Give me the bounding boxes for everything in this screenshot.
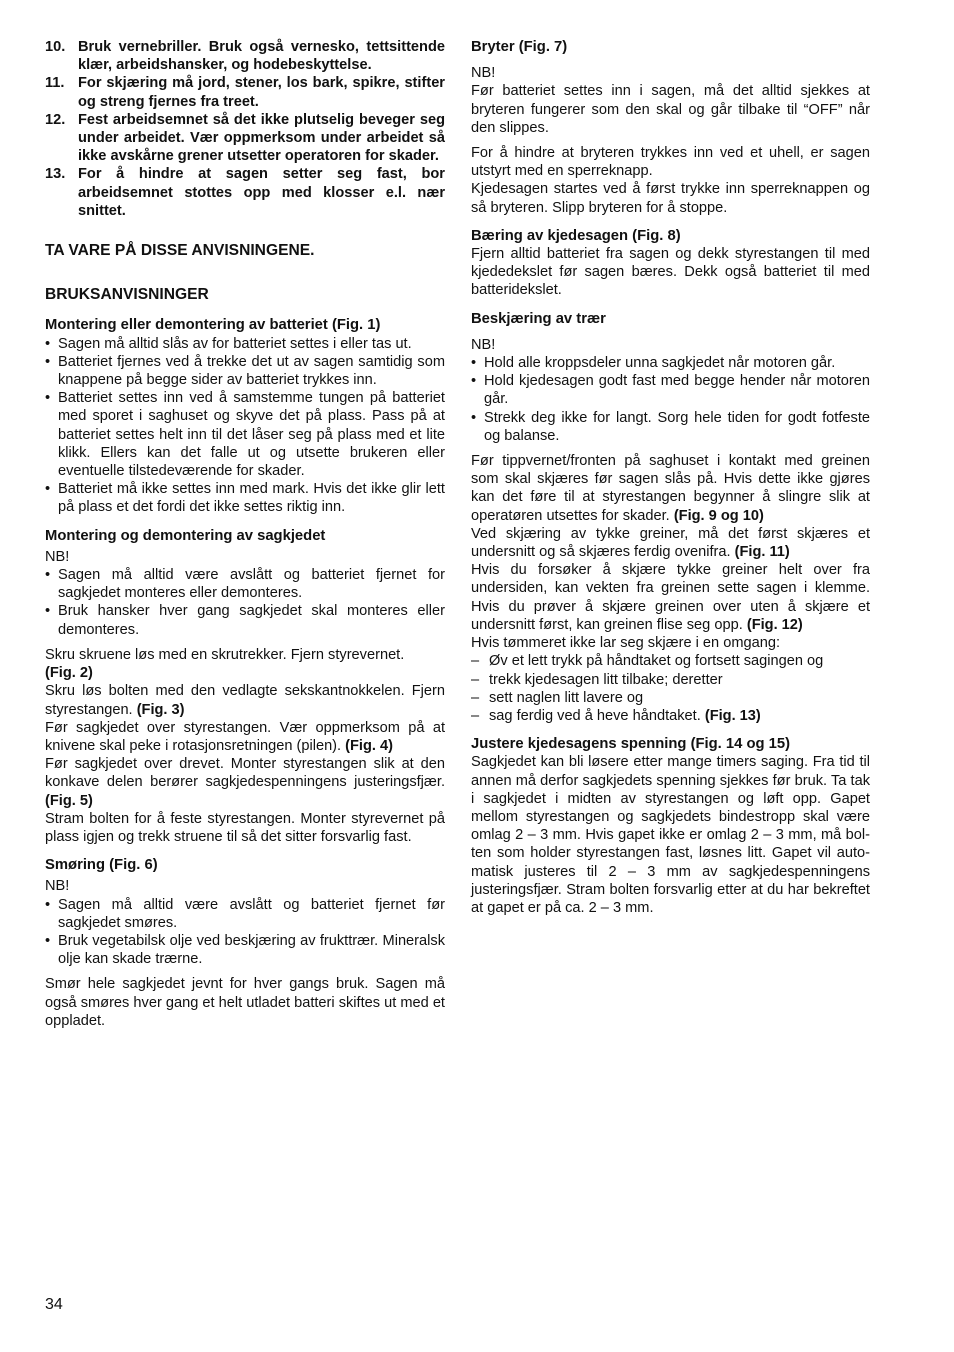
usage-heading: BRUKSANVISNINGER: [45, 286, 209, 304]
prune-paragraph: Før tippvernet/fronten på saghuset i kontakt med greinen som skal skjæres før sagen slås på. Hvis dette ikke gjøres kan det føre til at styrestangen begynner å slingre slik at operatøren utsettes for skader. (Fig. 9 og 10): [471, 453, 870, 524]
list-item: 13. For å hindre at sagen setter seg fast, bor arbeidsemnet stottes opp med klosser e.l. nær snittet.: [45, 166, 445, 219]
list-item: • Strekk deg ikke for langt. Sorg hele tiden for godt fotfeste og balanse.: [471, 409, 870, 444]
prune-nb: NB!: [471, 336, 496, 353]
switch-heading: Bryter (Fig. 7): [471, 39, 568, 55]
battery-list: [45, 335, 445, 517]
keep-heading: TA VARE PÅ DISSE ANVISNINGENE.: [45, 242, 315, 260]
list-item: • Sagen må alltid være avslått og batteriet fjernet for sagkjedet monteres eller demonteres.: [45, 567, 445, 602]
lube-heading: Smøring (Fig. 6): [45, 857, 158, 874]
list-item: • Sagen må alltid være avslått og batteriet fjernet før sagkjedet smøres.: [45, 896, 445, 931]
battery-heading: Montering eller demontering av batteriet (Fig. 1): [45, 317, 381, 334]
prune-heading: Beskjæring av trær: [471, 310, 606, 327]
list-item: • Sagen må alltid slås av for batteriet settes i eller tas ut.: [45, 335, 412, 352]
list-item: 11. For skjæring må jord, stener, los bark, spikre, stifter og streng fjernes fra treet.: [45, 75, 445, 110]
carry-heading: Bæring av kjedesagen (Fig. 8): [471, 227, 681, 244]
prune-paragraph: Hvis du forsøker å skjære tykke greiner helt over fra undersiden, kan vekten fra greinen sette sagen i klemme. Hvis du prøver å skjære greinen over uten å skjære et undersnitt først, kan greinen flise seg opp. (Fig. 12): [471, 562, 870, 633]
prune-paragraph: Ved skjæring av tykke greiner, må det først skjæres et undersnitt og så skjæres ferdig ovenifra. (Fig. 11): [471, 525, 870, 561]
list-item: • Batteriet må ikke settes inn med mark. Hvis det ikke glir lett på plass et det fordi det ikke settes riktig inn.: [45, 481, 445, 516]
chain-paragraph: Før sagkjedet over drevet. Monter styrestangen slik at den konkave delen berører sagkjedespenningens justeringsfjær. (Fig. 5): [45, 756, 445, 809]
tension-paragraph: Sagkjedet kan bli løsere etter mange timers saging. Fra tid til annen må derfor sagkjedets spenning sjekkes før bruk. Ta tak i sagkjedet i midten av styrestangen og løft opp. Gapet mellom styrestangen og sagkjedets bindestropp skal være omlag 2 – 3 mm. Hvis gapet ikke er omlag 2 – 3 mm, må bolten som holder styrestangen fast, løsnes litt. Gapet vil automatisk justeres til 2 – 3 mm av sagkjedespenningens justeringsfjær. Stram bolten forsvarlig etter at du har bekreftet at gapet er på ca. 2 – 3 mm.: [471, 754, 870, 916]
left-column: [45, 38, 445, 1030]
switch-paragraph: For å hindre at bryteren trykkes inn ved et uhell, er sagen utstyrt med en sperreknapp.: [471, 145, 870, 180]
prune-steps-list: [471, 652, 870, 725]
lube-paragraph: Smør hele sagkjedet jevnt for hver gangs bruk. Sagen må også smøres hver gang et helt utladet batteri skiftes ut med et oppladet.: [45, 976, 445, 1029]
right-column: [471, 38, 870, 917]
lube-nb: NB!: [45, 878, 70, 895]
chain-paragraph: Skru skruene løs med en skrutrekker. Fjern styrevernet. (Fig. 2): [45, 646, 405, 682]
list-item: – sett naglen litt lavere og: [471, 689, 644, 706]
list-item: 12. Fest arbeidsemnet så det ikke plutselig beveger seg under arbeidet. Vær oppmerksom under arbeidet så ikke avskårne grener utsetter operatoren for skader.: [45, 111, 445, 165]
chain-paragraph: Skru løs bolten med den vedlagte sekskantnokkelen. Fjern styrestangen. (Fig. 3): [45, 683, 445, 718]
switch-paragraph: Før batteriet settes inn i sagen, må det alltid sjekkes at bryteren fungerer som den skal og går tilbake til “OFF” når den slippes.: [471, 83, 870, 136]
chain-heading: Montering og demontering av sagkjedet: [45, 527, 326, 544]
lube-list: [45, 896, 445, 969]
tension-heading: Justere kjedesagens spenning (Fig. 14 og 15): [471, 736, 791, 753]
list-item: • Batteriet settes inn ved å samstemme tungen på batteriet med sporet i saghuset og skyve det på plass. Pass på at batteriet settes helt inn til det låser seg på plass med et lite klikk. Ellers kan det falle ut og utsette brukeren eller eventuelle tilstedeværende for skader.: [45, 390, 445, 480]
switch-nb: NB!: [471, 65, 496, 82]
list-item: • Bruk vegetabilsk olje ved beskjæring av frukttrær. Mineralsk olje kan skade trærne.: [45, 932, 445, 968]
chain-nb: NB!: [45, 548, 70, 565]
chain-paragraph: Før sagkjedet over styrestangen. Vær oppmerksom på at knivene skal peke i rotasjonsretningen (pilen). (Fig. 4): [45, 719, 445, 754]
list-item: • Hold alle kroppsdeler unna sagkjedet når motoren går.: [471, 355, 836, 372]
list-item: • Batteriet fjernes ved å trekke det ut av sagen samtidig som knappene på begge sider av batteriet trykkes inn.: [45, 353, 445, 389]
chain-paragraph: Stram bolten for å feste styrestangen. Monter styrevernet på plass igjen og trekk struene til så det sitter forsvarlig fast.: [45, 810, 445, 845]
carry-paragraph: Fjern alltid batteriet fra sagen og dekk styrestangen til med kjededekslet før sagen bæres. Dekk også batteriet til med batteridekslet.: [471, 246, 870, 299]
page-number: 34: [45, 1296, 63, 1313]
prune-list: [471, 354, 870, 445]
list-item: 10. Bruk vernebriller. Bruk også vernesko, tettsittende klær, arbeidshansker, og hodebeskyttelse.: [45, 39, 445, 74]
safety-list: [45, 38, 445, 220]
list-item: • Hold kjedesagen godt fast med begge hender når motoren går.: [471, 373, 870, 408]
list-item: • Bruk hansker hver gang sagkjedet skal monteres eller demonteres.: [45, 603, 445, 638]
prune-paragraph: Hvis tømmeret ikke lar seg skjære i en omgang:: [471, 635, 780, 652]
list-item: – trekk kjedesagen litt tilbake; deretter: [471, 671, 723, 688]
list-item: – sag ferdig ved å heve håndtaket. (Fig. 13): [471, 707, 761, 724]
switch-paragraph: Kjedesagen startes ved å først trykke inn sperreknappen og så bryteren. Slipp bryteren for å stoppe.: [471, 181, 870, 216]
list-item: – Øv et lett trykk på håndtaket og fortsett sagingen og: [471, 653, 824, 670]
chain-list: [45, 566, 445, 639]
